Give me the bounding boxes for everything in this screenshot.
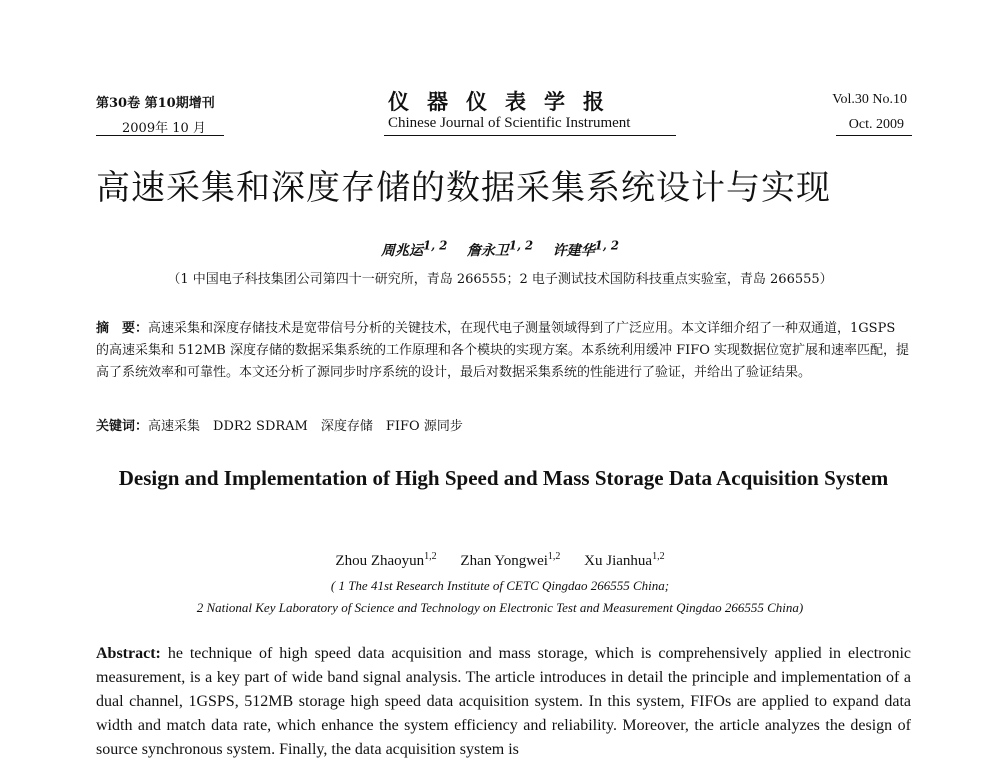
journal-title-cn: 仪器仪表学报	[388, 89, 622, 114]
header-rule-left	[96, 135, 224, 136]
header-volume-cn: 第30卷 第10期增刊	[96, 96, 215, 111]
author-en: Zhou Zhaoyun$^{1,2}$	[335, 551, 437, 569]
author-cn: 詹永卫$^{1, 2}$	[466, 238, 534, 259]
paper-title-en: Design and Implementation of High Speed and Mass Storage Data Acquisition System	[118, 466, 889, 490]
keywords-cn-label: 关键词：	[96, 419, 149, 434]
paper-title-cn: 高速采集和深度存储的数据采集系统设计与实现	[96, 168, 831, 208]
header-rule-right	[836, 135, 912, 136]
affiliation-cn: （1 中国电子科技集团公司第四十一研究所，青岛 266555；2 电子测试技术国防科技重点实验室，青岛 266555）	[167, 272, 833, 287]
author-en: Zhan Yongwei$^{1,2}$	[460, 551, 561, 569]
keywords-cn-text: 高速采集 DDR2 SDRAM 深度存储 FIFO 源同步	[148, 419, 463, 434]
author-cn: 周兆运$^{1, 2}$	[380, 238, 448, 259]
journal-title-en: Chinese Journal of Scientific Instrument	[388, 115, 631, 131]
abstract-en-label: Abstract:	[96, 645, 161, 662]
header-rule-center	[384, 135, 676, 136]
header-volume-en: Vol.30 No.10	[832, 92, 907, 107]
author-en: Xu Jianhua$^{1,2}$	[584, 551, 665, 569]
header-date-cn: 2009年 10 月	[122, 121, 206, 136]
abstract-en-text: he technique of high speed data acquisition and mass storage, which is comprehensively applied in electronic measurement, is a key part of wide band signal analysis. The article introduces in detail the principle and implementation of a dual channel, 1GSPS, 512MB storage high speed data acquisition system. In this system, FIFOs are applied to expand data width and match data rate, which enhance the system efficiency and reliability. Moreover, the article analyzes the design of source synchronous system. Finally, the data acquisition system is	[96, 645, 912, 758]
author-cn: 许建华$^{1, 2}$	[552, 238, 620, 259]
abstract-cn-label: 摘 要：	[96, 321, 149, 336]
header-date-en: Oct. 2009	[848, 117, 904, 132]
authors-en	[0, 551, 1000, 570]
abstract-en	[96, 642, 911, 762]
abstract-cn	[96, 318, 911, 384]
affiliation-en-1: ( 1 The 41st Research Institute of CETC Qingdao 266555 China;	[330, 578, 670, 593]
authors-cn	[0, 238, 1000, 260]
abstract-cn-text: 高速采集和深度存储技术是宽带信号分析的关键技术，在现代电子测量领域得到了广泛应用。本文详细介绍了一种双通道，1GSPS 的高速采集和 512MB 深度存储的数据采集系统的工作原理和各个模块的实现方案。本系统利用缓冲 FIFO 实现数据位宽扩展和速率匹配，提高了系统效率和可靠性。本文还分析了源同步时序系统的设计，最后对数据采集系统的性能进行了验证，并给出了验证结果。	[96, 321, 910, 380]
keywords-cn	[96, 415, 463, 434]
affiliation-en-2: 2 National Key Laboratory of Science and Technology on Electronic Test and Measurement Qingdao 266555 China)	[196, 600, 804, 615]
